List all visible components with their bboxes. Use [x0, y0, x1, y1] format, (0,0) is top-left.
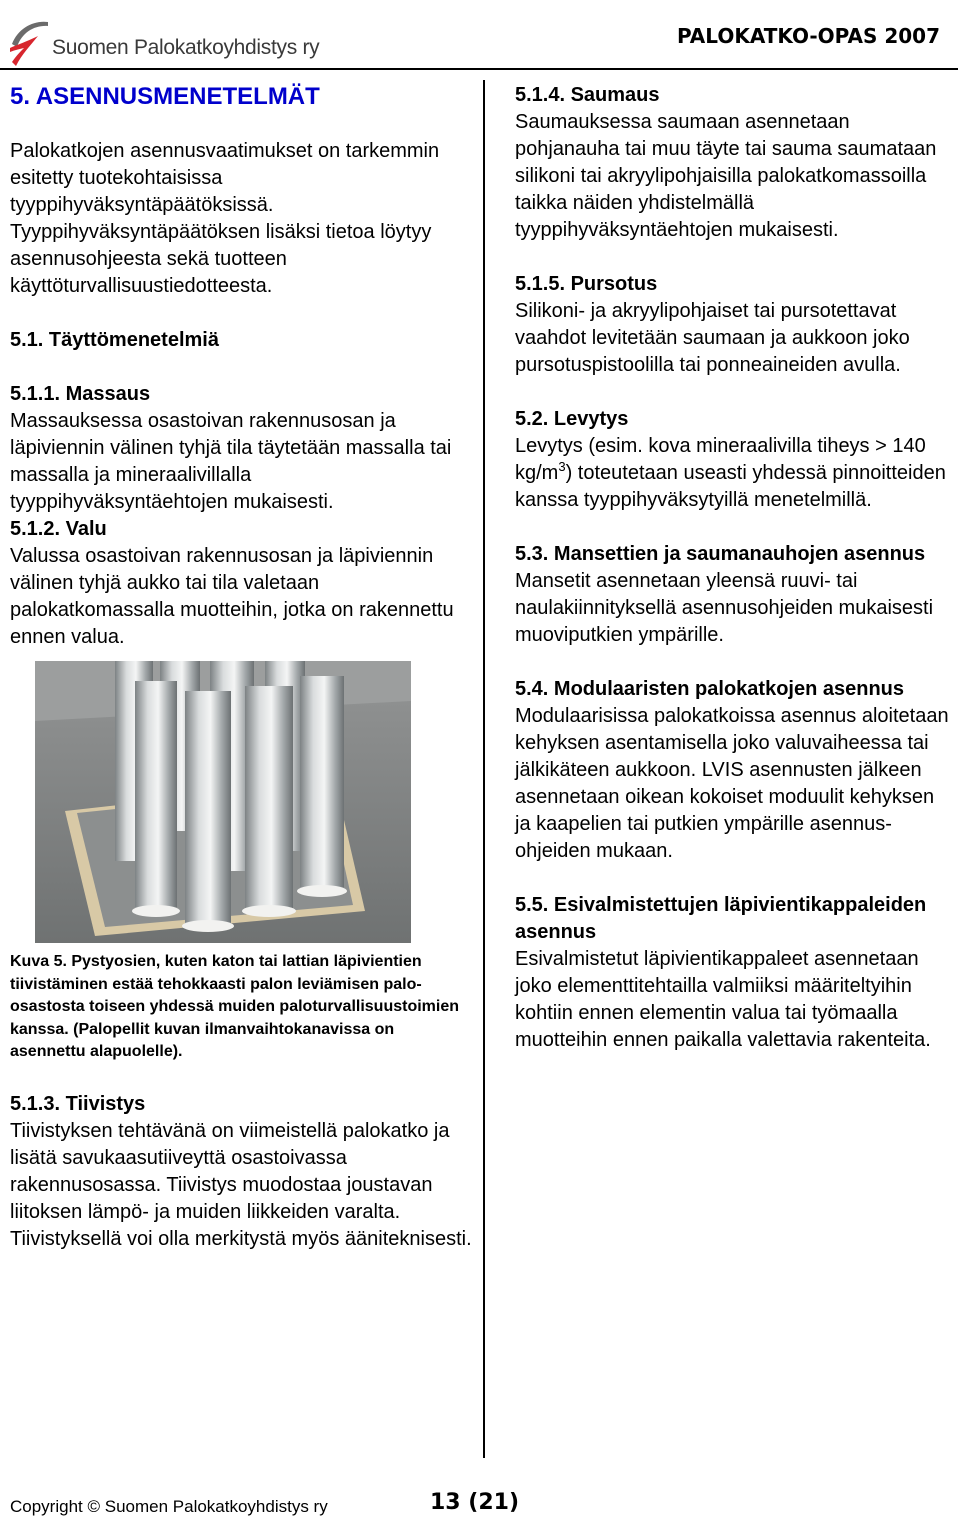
logo-mark-icon: [8, 14, 50, 68]
subsection-heading-5-1-1: 5.1.1. Massaus: [10, 383, 151, 405]
subsection-heading-5-1-5: 5.1.5. Pursotus: [515, 273, 658, 295]
paragraph-5-1-2: Valussa osastoivan rakennusosan ja läpiviennin välinen tyhjä aukko tai tila valetaan palokatkomassalla muotteihin, jotka on rakennettu ennen valua.: [10, 545, 454, 648]
paragraph-5-5: Esivalmistetut läpivientikappaleet asennetaan joko elementtitehtailla valmiiksi määriteltyihin kohtiin ennen elementin valua tai työmaalla muotteihin ennen paikalla valettavia rakenteita.: [515, 948, 931, 1051]
right-column: [515, 82, 955, 1054]
paragraph-5-2-part-a: Levytys (esim. kova mineraalivilla tiheys > 140 kg/m: [515, 435, 926, 484]
org-name: Suomen Palokatkoyhdistys ry: [52, 36, 320, 59]
header-rule: [0, 68, 958, 70]
column-divider: [483, 80, 485, 1458]
figure-caption: Kuva 5. Pystyosien, kuten katon tai lattian läpivientien tiivistäminen estää tehokkaasti palon leviämisen palo-osastosta toiseen yhdessä muiden paloturvallisuustoimien kanssa. (Palopellit kuvan ilmanvaihtokanavissa on asennettu alapuolelle).: [10, 953, 460, 1060]
paragraph-5-2-part-b: ) toteutetaan useasti yhdessä pinnoitteiden kanssa tyyppihyväksytyillä menetelmillä.: [515, 462, 946, 511]
subsection-heading-5-1-2: 5.1.2. Valu: [10, 518, 107, 540]
paragraph-5-1-3: Tiivistyksen tehtävänä on viimeistellä palokatko ja lisätä savukaasutiiveyttä osastoivassa rakennusosassa. Tiivistys muodostaa joustavan liitoksen lämpö- ja muiden liikkeiden varalta. Tiivistyksellä voi olla merkitystä myös ääniteknisesti.: [10, 1119, 472, 1250]
paragraph-5-4: Modulaarisissa palokatkoissa asennus aloitetaan kehyksen asentamisella joko valuvaiheessa tai jälkikäteen aukkoon. LVIS asennusten jälkeen asennetaan oikean kokoiset moduulit kehyksen ja kaapelien tai putkien ympärille asennus-ohjeiden mukaan.: [515, 705, 949, 862]
page-header: [0, 0, 960, 80]
subsection-heading-5-4: 5.4. Modulaaristen palokatkojen asennus: [515, 678, 905, 700]
left-column: [10, 82, 472, 1253]
section-title: 5. ASENNUSMENETELMÄT: [10, 83, 320, 110]
footer-copyright: Copyright © Suomen Palokatkoyhdistys ry: [10, 1497, 328, 1516]
subsection-heading-5-2: 5.2. Levytys: [515, 408, 629, 430]
document-title: PALOKATKO-OPAS 2007: [676, 24, 940, 48]
subsection-heading-5-1: 5.1. Täyttömenetelmiä: [10, 329, 219, 351]
subsection-heading-5-5: 5.5. Esivalmistettujen läpivientikappaleiden asennus: [515, 894, 927, 943]
page-number: 13 (21): [430, 1490, 519, 1515]
subsection-heading-5-1-3: 5.1.3. Tiivistys: [10, 1092, 146, 1115]
paragraph-5-1-5: Silikoni- ja akryylipohjaiset tai pursotettavat vaahdot levitetään saumaan ja aukkoon joko pursotuspistoolilla tai ponneaineiden avulla.: [515, 300, 910, 376]
subsection-heading-5-1-4: 5.1.4. Saumaus: [515, 84, 660, 106]
figure-photo: [35, 661, 411, 943]
paragraph-5-1-1: Massauksessa osastoivan rakennusosan ja läpiviennin välinen tyhjä tila täytetään massalla tai massalla ja mineraalivillalla tyyppihyväksyntäehtojen mukaisesti.: [10, 410, 452, 513]
intro-paragraph: Palokatkojen asennusvaatimukset on tarkemmin esitetty tuotekohtaisissa tyyppihyväksyntäpäätöksissä. Tyyppihyväksyntäpäätöksen lisäksi tietoa löytyy asennusohjeesta sekä tuotteen käyttöturvallisuustiedotteesta.: [10, 140, 440, 297]
org-logo: [8, 14, 320, 68]
superscript: 3: [558, 459, 566, 474]
paragraph-5-3: Mansetit asennetaan yleensä ruuvi- tai naulakiinnityksellä asennusohjeiden mukaisesti muoviputkien ympärille.: [515, 570, 934, 646]
subsection-heading-5-3: 5.3. Mansettien ja saumanauhojen asennus: [515, 543, 926, 565]
paragraph-5-2: [515, 433, 955, 514]
paragraph-5-1-4: Saumauksessa saumaan asennetaan pohjanauha tai muu täyte tai sauma saumataan silikoni tai akryylipohjaisilla palokatkomassoilla taikka näiden yhdistelmällä tyyppihyväksyntäehtojen mukaisesti.: [515, 111, 937, 241]
